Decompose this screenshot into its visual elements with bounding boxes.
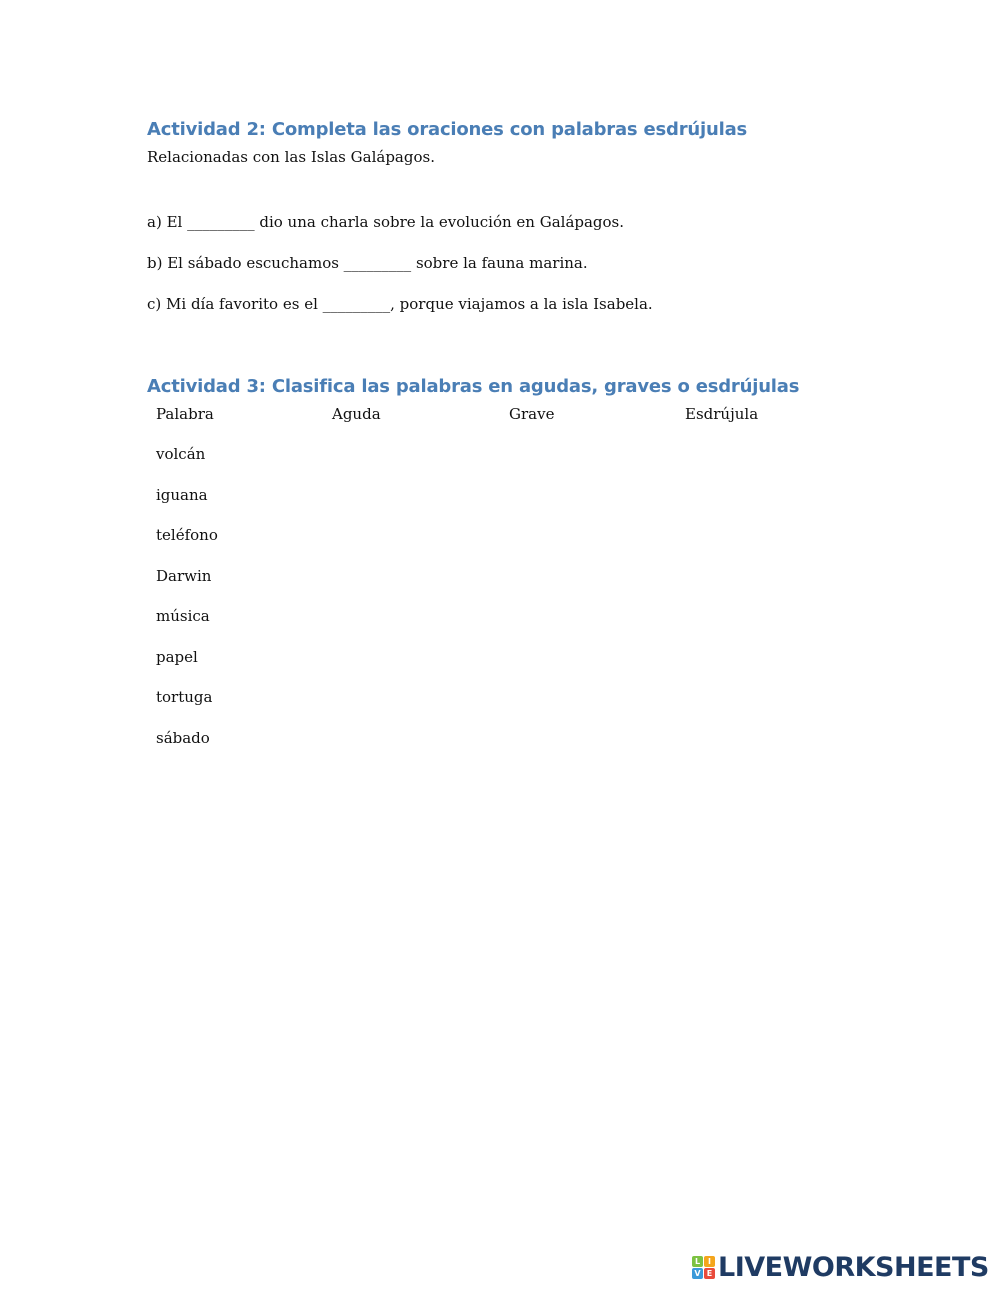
- column-header-aguda: Aguda: [332, 405, 381, 423]
- logo-tile: L: [692, 1256, 703, 1267]
- word-cell: sábado: [156, 729, 210, 747]
- column-header-esdrujula: Esdrújula: [685, 405, 759, 423]
- word-cell: iguana: [156, 486, 208, 504]
- question-b: b) El sábado escuchamos _________ sobre la fauna marina.: [147, 254, 588, 272]
- question-c: c) Mi día favorito es el _________, porque viajamos a la isla Isabela.: [147, 295, 653, 313]
- word-cell: papel: [156, 648, 198, 666]
- liveworksheets-logo: [692, 1252, 989, 1283]
- column-header-palabra: Palabra: [156, 405, 214, 423]
- activity-3-heading: Actividad 3: Clasifica las palabras en agudas, graves o esdrújulas: [147, 376, 800, 397]
- logo-mark-icon: [692, 1256, 715, 1279]
- activity-2-heading: Actividad 2: Completa las oraciones con palabras esdrújulas: [147, 119, 748, 140]
- column-header-grave: Grave: [509, 405, 555, 423]
- question-a: a) El _________ dio una charla sobre la evolución en Galápagos.: [147, 213, 625, 231]
- logo-tile: V: [692, 1268, 703, 1279]
- word-cell: tortuga: [156, 688, 213, 706]
- activity-2-subtitle: Relacionadas con las Islas Galápagos.: [147, 148, 435, 166]
- word-cell: volcán: [156, 445, 206, 463]
- word-cell: teléfono: [156, 526, 218, 544]
- word-cell: música: [156, 607, 210, 625]
- logo-tile: I: [704, 1256, 715, 1267]
- logo-text: LIVEWORKSHEETS: [718, 1252, 989, 1283]
- word-cell: Darwin: [156, 567, 212, 585]
- logo-tile: E: [704, 1268, 715, 1279]
